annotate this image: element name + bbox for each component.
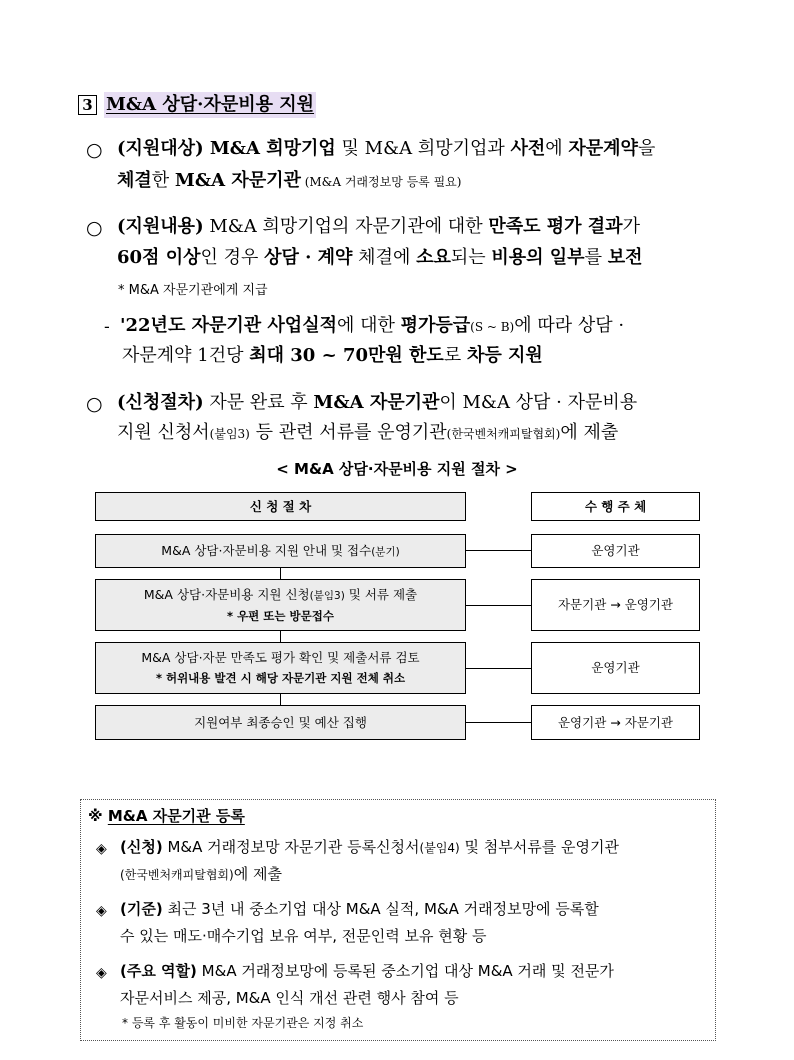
item-1-line-2: 체결한 M&A 자문기관 (M&A 거래정보망 등록 필요) [117,170,462,191]
notice-row-3-line-1: (주요 역할) M&A 거래정보망에 등록된 중소기업 대상 M&A 거래 및 전문가 [120,962,614,980]
bullet-marker: ○ [86,217,103,239]
bullet-marker: ○ [86,139,103,161]
section-title: M&A 상담·자문비용 지원 [104,92,316,118]
flow-step-3: M&A 상담·자문 만족도 평가 확인 및 제출서류 검토 * 허위내용 발견 시 해당 자문기관 지원 전체 취소 [95,642,466,694]
flow-connector [280,694,281,705]
flow-header-right: 수 행 주 체 [531,492,700,521]
diamond-marker: ◈ [96,965,107,981]
diamond-marker: ◈ [96,841,107,857]
notice-row-1-line-1: (신청) M&A 거래정보망 자문기관 등록신청서(붙임4) 및 첨부서류를 운영기관 [120,838,619,856]
flow-actor-3: 운영기관 [531,642,700,694]
flow-link [466,722,531,723]
dash-marker: - [104,317,110,337]
flow-connector [280,568,281,579]
flow-title: < M&A 상담·자문비용 지원 절차 > [276,460,518,478]
notice-title: ※ M&A 자문기관 등록 [88,807,245,825]
section-number: 3 [78,95,97,115]
notice-row-3-note: * 등록 후 활동이 미비한 자문기관은 지정 취소 [122,1016,364,1030]
bullet-marker: ○ [86,393,103,415]
item-3-line-1: (신청절차) 자문 완료 후 M&A 자문기관이 M&A 상담 · 자문비용 [117,392,638,413]
flow-step-4: 지원여부 최종승인 및 예산 집행 [95,705,466,740]
flow-link [466,550,531,551]
flow-step-1: M&A 상담·자문비용 지원 안내 및 접수(분기) [95,534,466,568]
flow-step-2: M&A 상담·자문비용 지원 신청(붙임3) 및 서류 제출 * 우편 또는 방문접수 [95,579,466,631]
sub-item-line-2: 자문계약 1건당 최대 30 ~ 70만원 한도로 차등 지원 [122,345,543,366]
flow-actor-4: 운영기관 → 자문기관 [531,705,700,740]
item-3-line-2: 지원 신청서(붙임3) 등 관련 서류를 운영기관(한국벤처캐피탈협회)에 제출 [117,422,619,443]
sub-item-line-1: '22년도 자문기관 사업실적에 대한 평가등급(S ~ B)에 따라 상담 · [120,315,625,336]
notice-row-2-line-2: 수 있는 매도·매수기업 보유 여부, 전문인력 보유 현황 등 [120,927,487,945]
flow-header-left: 신 청 절 차 [95,492,466,521]
flow-actor-1: 운영기관 [531,534,700,568]
flow-connector [280,631,281,642]
item-1-line-1: (지원대상) M&A 희망기업 및 M&A 희망기업과 사전에 자문계약을 [117,138,656,159]
notice-row-3-line-2: 자문서비스 제공, M&A 인식 개선 관련 행사 참여 등 [120,989,459,1007]
item-2-line-2: 60점 이상인 경우 상담 · 계약 체결에 소요되는 비용의 일부를 보전 [117,247,643,268]
item-2-note: * M&A 자문기관에게 지급 [118,283,268,298]
notice-row-1-line-2: (한국벤처캐피탈협회)에 제출 [120,865,282,883]
flow-link [466,605,531,606]
notice-row-2-line-1: (기준) 최근 3년 내 중소기업 대상 M&A 실적, M&A 거래정보망에 등록할 [120,900,599,918]
flow-link [466,668,531,669]
flow-actor-2: 자문기관 → 운영기관 [531,579,700,631]
item-2-line-1: (지원내용) M&A 희망기업의 자문기관에 대한 만족도 평가 결과가 [117,216,640,237]
diamond-marker: ◈ [96,903,107,919]
